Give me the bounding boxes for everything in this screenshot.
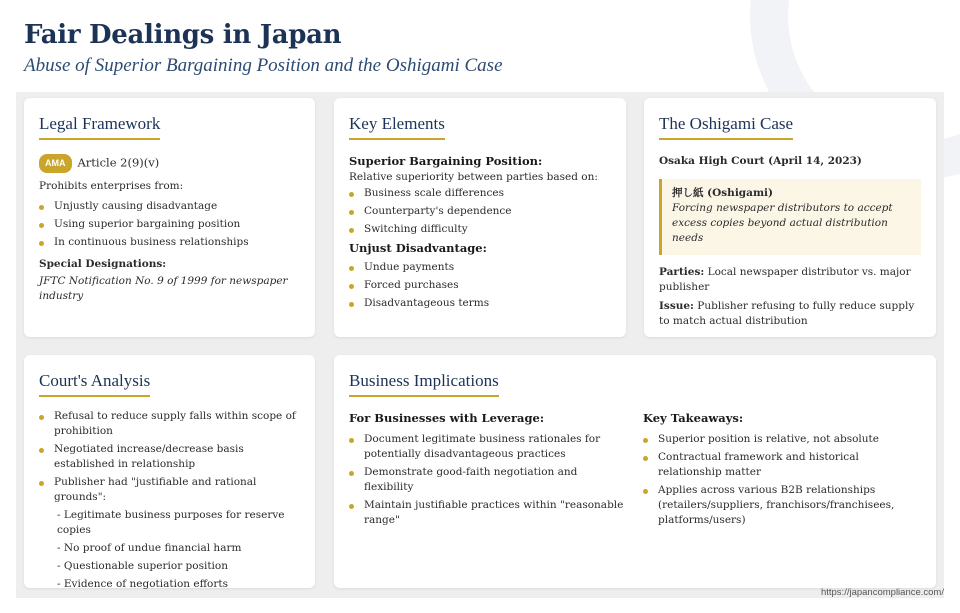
issue-label: Issue: <box>659 300 694 312</box>
sbp-heading: Superior Bargaining Position: <box>349 154 543 168</box>
list-item: Document legitimate business rationales for potentially disadvantageous practices <box>349 432 625 462</box>
list-item: Forced purchases <box>349 278 611 293</box>
card-title: Business Implications <box>349 371 499 397</box>
legal-framework-card <box>24 98 315 337</box>
list-item: Undue payments <box>349 260 611 275</box>
leverage-list <box>349 432 625 528</box>
issue-text: Publisher refusing to fully reduce supply to match actual distribution <box>659 300 915 327</box>
issue-line <box>659 299 921 329</box>
takeaways-heading: Key Takeaways: <box>643 411 744 425</box>
parties-label: Parties: <box>659 266 705 278</box>
analysis-list <box>39 409 300 505</box>
special-designations-text: JFTC Notification No. 9 of 1999 for newspaper industry <box>39 275 288 302</box>
takeaways-list <box>643 432 919 528</box>
list-item: Disadvantageous terms <box>349 296 611 311</box>
implications-columns <box>349 411 921 531</box>
ama-badge: AMA <box>39 154 72 173</box>
sub-list-item: - No proof of undue financial harm <box>57 542 242 554</box>
card-title: Legal Framework <box>39 114 160 140</box>
article-line <box>39 154 300 173</box>
ud-heading: Unjust Disadvantage: <box>349 241 487 255</box>
card-title: The Oshigami Case <box>659 114 793 140</box>
list-item: In continuous business relationships <box>39 235 300 250</box>
page-title: Fair Dealings in Japan <box>24 20 342 50</box>
list-item: Maintain justifiable practices within "reasonable range" <box>349 498 625 528</box>
list-item: Negotiated increase/decrease basis established in relationship <box>39 442 300 472</box>
ud-list <box>349 260 611 311</box>
special-designations-heading: Special Designations: <box>39 258 167 270</box>
court-line: Osaka High Court (April 14, 2023) <box>659 155 862 167</box>
list-item: Switching difficulty <box>349 222 611 237</box>
grounds-list <box>39 508 300 592</box>
business-implications-card <box>334 355 936 588</box>
footer-url: https://japancompliance.com/ <box>820 587 944 598</box>
sub-list-item: - Evidence of negotiation efforts <box>57 578 228 590</box>
leverage-column <box>349 411 625 531</box>
leverage-heading: For Businesses with Leverage: <box>349 411 545 425</box>
takeaways-column <box>643 411 919 531</box>
card-title: Key Elements <box>349 114 445 140</box>
parties-text: Local newspaper distributor vs. major publisher <box>659 266 911 293</box>
list-item: Business scale differences <box>349 186 611 201</box>
page-header <box>24 20 503 77</box>
card-title: Court's Analysis <box>39 371 150 397</box>
intro-text: Prohibits enterprises from: <box>39 180 184 192</box>
oshigami-term: 押し紙 (Oshigami) <box>672 187 774 199</box>
list-item: Counterparty's dependence <box>349 204 611 219</box>
sbp-list <box>349 186 611 237</box>
list-item: Superior position is relative, not absolute <box>643 432 919 447</box>
key-elements-card <box>334 98 626 337</box>
prohibitions-list <box>39 199 300 250</box>
parties-line <box>659 265 921 295</box>
list-item: Demonstrate good-faith negotiation and flexibility <box>349 465 625 495</box>
list-item: Refusal to reduce supply falls within scope of prohibition <box>39 409 300 439</box>
page-subtitle: Abuse of Superior Bargaining Position and the Oshigami Case <box>24 55 503 76</box>
list-item: Using superior bargaining position <box>39 217 300 232</box>
court-analysis-card <box>24 355 315 588</box>
list-item: Contractual framework and historical relationship matter <box>643 450 919 480</box>
list-item: Applies across various B2B relationships (retailers/suppliers, franchisors/franchisees, platforms/users) <box>643 483 919 528</box>
oshigami-callout <box>659 179 921 255</box>
list-item: Unjustly causing disadvantage <box>39 199 300 214</box>
list-item: Publisher had "justifiable and rational grounds": <box>39 475 300 505</box>
sub-list-item: - Questionable superior position <box>57 560 229 572</box>
sbp-intro: Relative superiority between parties based on: <box>349 171 598 183</box>
sub-list-item: - Legitimate business purposes for reserve copies <box>57 509 285 536</box>
oshigami-case-card <box>644 98 936 337</box>
oshigami-definition: Forcing newspaper distributors to accept excess copies beyond actual distribution needs <box>672 202 893 244</box>
article-ref: Article 2(9)(v) <box>77 155 160 170</box>
